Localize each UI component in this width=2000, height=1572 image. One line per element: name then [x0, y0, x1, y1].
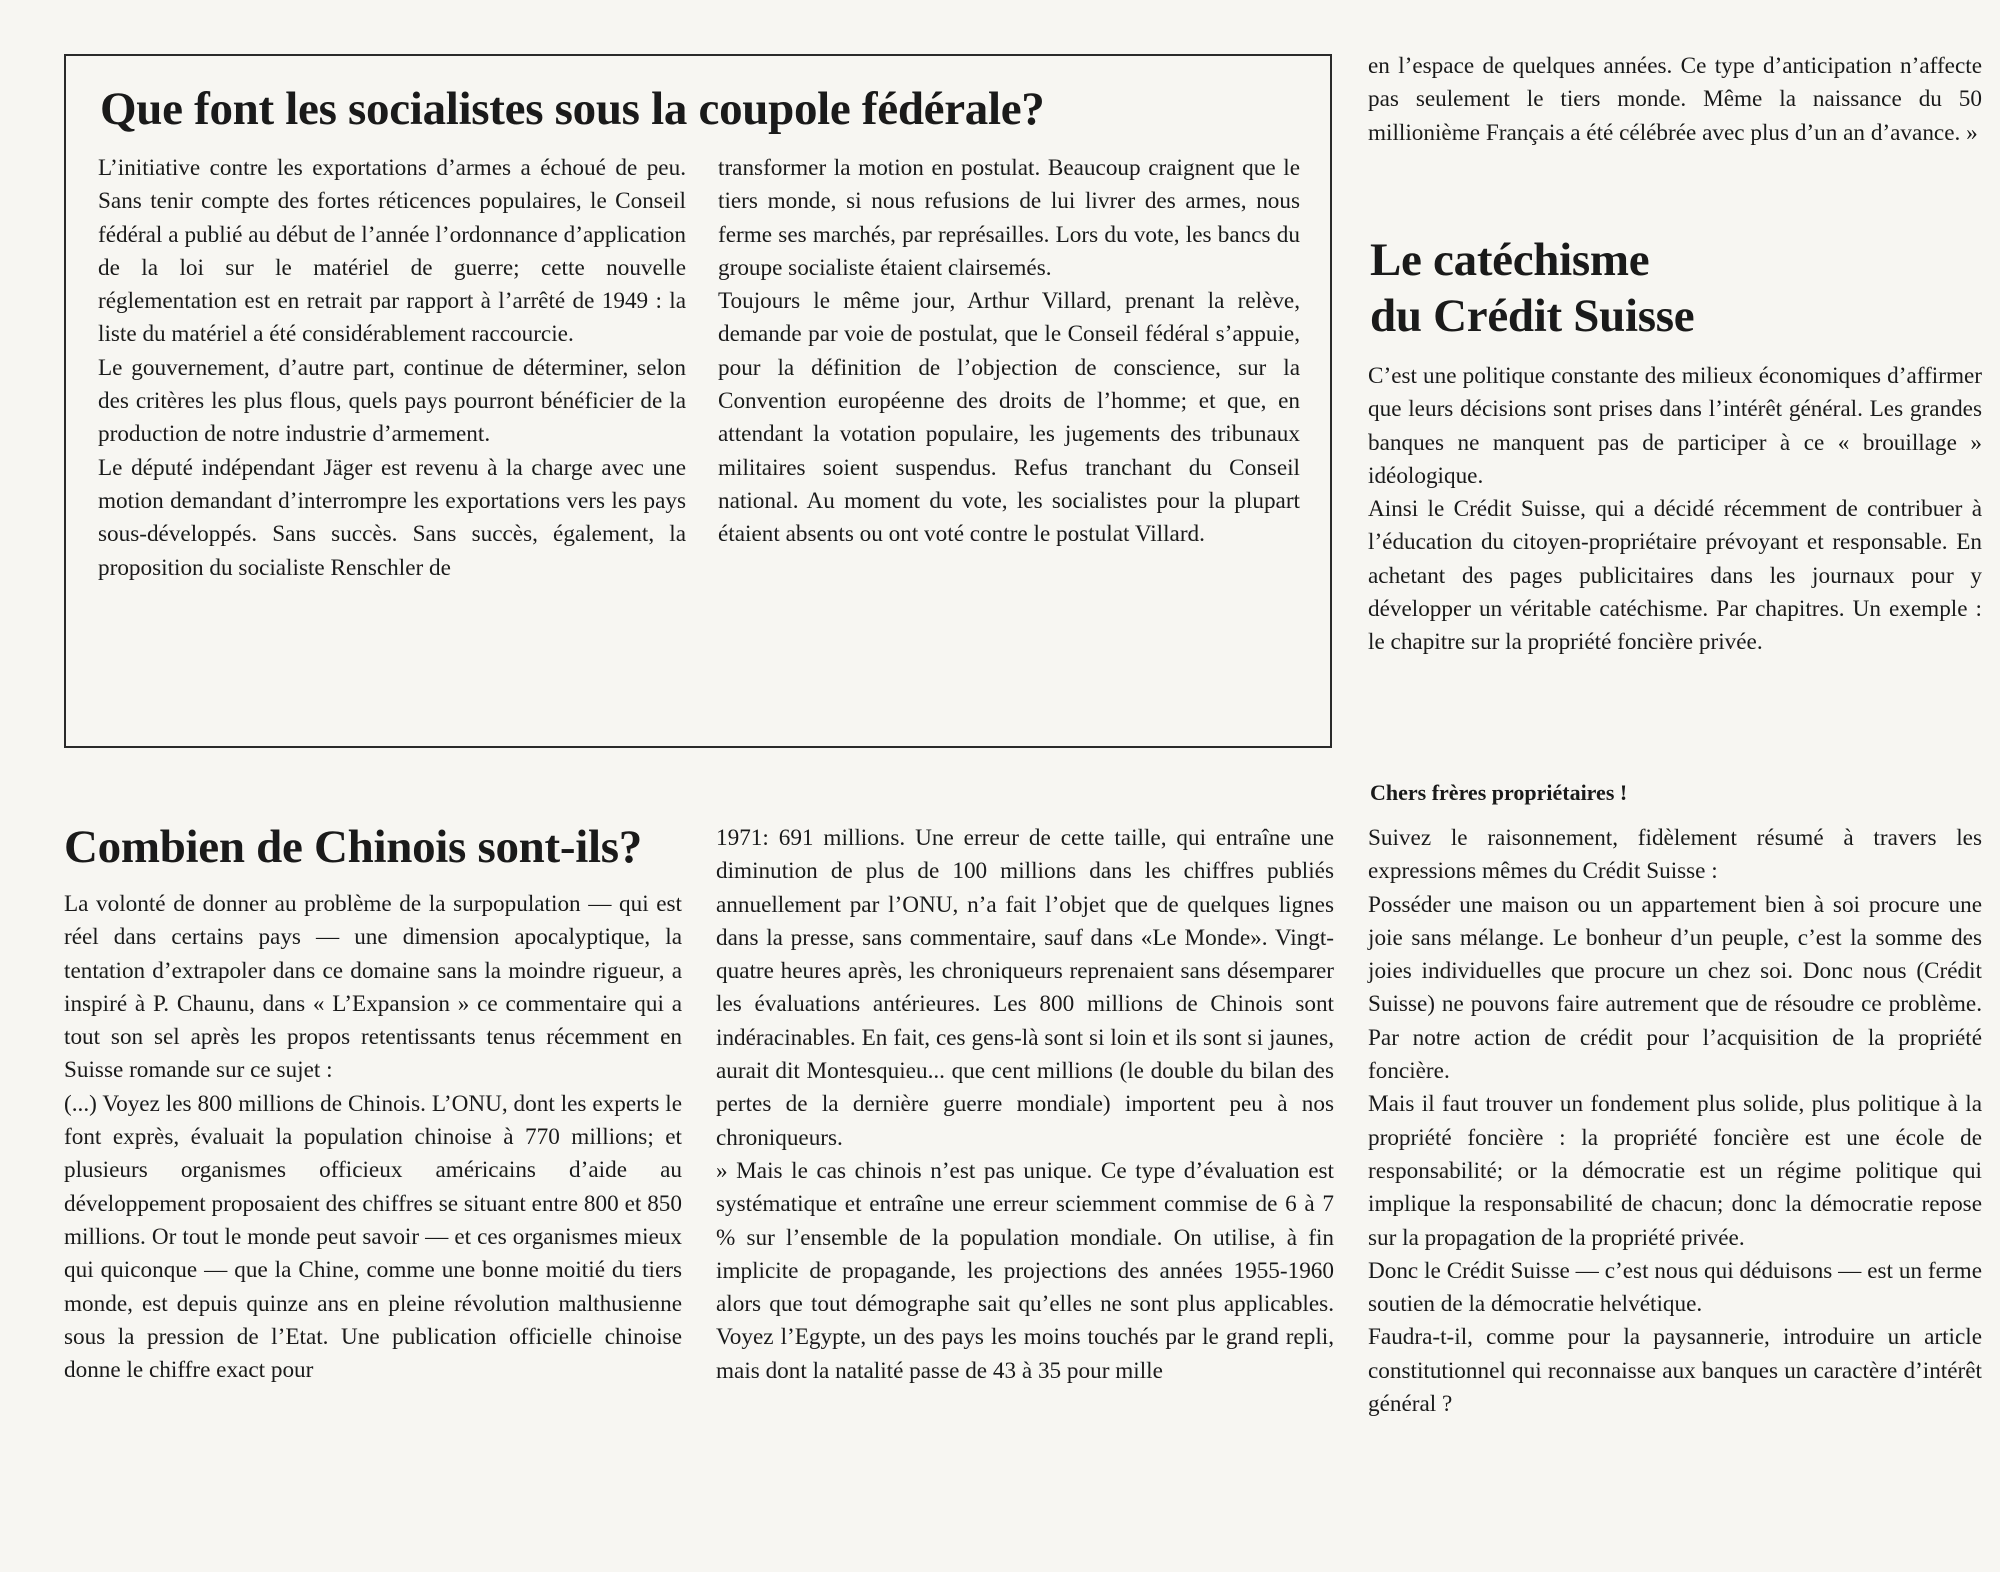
paragraph: La volonté de donner au problème de la surpopulation — qui est réel dans certains pays — une dimension apocalyptique, la tentation d’extrapoler dans ce domaine sans la moindre rigueur, a inspiré à P. Chaunu, dans « L’Expansion » ce commentaire qui a tout son sel après les propos retentissants tenus récemment en Suisse romande sur ce sujet : — [64, 891, 682, 1084]
article-column-1 — [98, 152, 686, 585]
paragraph: Mais il faut trouver un fondement plus solide, plus politique à la propriété foncière : la propriété foncière est une école de responsabilité; or la démocratie est un régime politique qui implique la responsabilité de chacun; donc la démocratie repose sur la propagation de la propriété privée. — [1368, 1091, 1982, 1251]
article-column-2 — [1368, 822, 1982, 1421]
title-line-1: Le catéchisme — [1370, 234, 1650, 286]
paragraph: transformer la motion en postulat. Beaucoup craignent que le tiers monde, si nous refusions de lui livrer des armes, nous ferme ses marchés, par représailles. Lors du vote, les bancs du groupe socialiste étaient clairsemés. — [718, 155, 1300, 281]
paragraph: Suivez le raisonnement, fidèlement résumé à travers les expressions mêmes du Crédit Suisse : — [1368, 825, 1982, 885]
paragraph: C’est une politique constante des milieux économiques d’affirmer que leurs décisions sont prises dans l’intérêt général. Les grandes banques ne manquent pas de participer à ce « brouillage » idéologique. — [1368, 363, 1982, 489]
article-title: Que font les socialistes sous la coupole fédérale? — [100, 83, 1045, 135]
article-title — [1370, 232, 1694, 344]
article-socialistes-box — [64, 54, 1332, 748]
paragraph: (...) Voyez les 800 millions de Chinois. L’ONU, dont les experts le font exprès, évaluait la population chinoise à 770 millions; et plusieurs organismes officieux américains d’aide au développement proposaient des chiffres se situant entre 800 et 850 millions. Or tout le monde peut savoir — et ces organismes mieux qui quiconque — que la Chine, comme une bonne moitié du tiers monde, est depuis quinze ans en pleine révolution malthusienne sous la pression de l’Etat. Une publication officielle chinoise donne le chiffre exact pour — [64, 1090, 682, 1384]
paragraph: » Mais le cas chinois n’est pas unique. Ce type d’évaluation est systématique et entraîne une erreur sciemment commise de 6 à 7 % sur l’ensemble de la population mondiale. On utilise, à fin implicite de propagande, les projections des années 1955-1960 alors que tout démographe sait qu’elles ne sont plus applicables. Voyez l’Egypte, un des pays les moins touchés par le grand repli, mais dont la natalité passe de 43 à 35 pour mille — [716, 1157, 1334, 1384]
paragraph: Le gouvernement, d’autre part, continue de déterminer, selon des critères les plus flous, quels pays pourront bénéficier de la production de notre industrie d’armement. — [98, 354, 686, 448]
paragraph: Ainsi le Crédit Suisse, qui a décidé récemment de contribuer à l’éducation du citoyen-propriétaire prévoyant et responsable. En achetant des pages publicitaires dans les journaux pour y développer un véritable catéchisme. Par chapitres. Un exemple : le chapitre sur la propriété foncière privée. — [1368, 496, 1982, 656]
article-column-2 — [716, 822, 1334, 1388]
paragraph: L’initiative contre les exportations d’armes a échoué de peu. Sans tenir compte des fortes réticences populaires, le Conseil fédéral a publié au début de l’année l’ordonnance d’application de la loi sur le matériel de guerre; cette nouvelle réglementation est en retrait par rapport à l’arrêté de 1949 : la liste du matériel a été considérablement raccourcie. — [98, 155, 686, 348]
article-column-1 — [64, 888, 682, 1387]
paragraph: 1971: 691 millions. Une erreur de cette taille, qui entraîne une diminution de plus de 100 millions dans les chiffres publiés annuellement par l’ONU, n’a fait l’objet que de quelques lignes dans la presse, sans commentaire, sauf dans «Le Monde». Vingt-quatre heures après, les chroniqueurs reprenaient sans désemparer les évaluations antérieures. Les 800 millions de Chinois sont indéracinables. En fait, ces gens-là sont si loin et ils sont si jaunes, aurait dit Montesquieu... que cent millions (le double du bilan des pertes de la dernière guerre mondiale) importent peu à nos chroniqueurs. — [716, 825, 1334, 1151]
title-line-2: du Crédit Suisse — [1370, 290, 1695, 342]
paragraph: Donc le Crédit Suisse — c’est nous qui déduisons — est un ferme soutien de la démocratie helvétique. — [1368, 1257, 1982, 1318]
paragraph: Le député indépendant Jäger est revenu à la charge avec une motion demandant d’interrompre les exportations vers les pays sous-développés. Sans succès. Sans succès, également, la proposition du socialiste Renschler de — [98, 454, 686, 581]
article-title: Combien de Chinois sont-ils? — [64, 821, 642, 873]
paragraph: Faudra-t-il, comme pour la paysannerie, introduire un article constitutionnel qui reconnaisse aux banques un caractère d’intérêt général ? — [1368, 1324, 1982, 1418]
paragraph: en l’espace de quelques années. Ce type d’anticipation n’affecte pas seulement le tiers monde. Même la naissance du 50 millionième Français a été célébrée avec plus d’un an d’avance. » — [1368, 53, 1982, 146]
article-column-1 — [1368, 360, 1982, 660]
article-column-2 — [718, 152, 1300, 552]
article-chinois-continued — [1368, 50, 1982, 150]
subheading: Chers frères propriétaires ! — [1370, 780, 1628, 805]
paragraph: Toujours le même jour, Arthur Villard, prenant la relève, demande par voie de postulat, que le Conseil fédéral s’appuie, pour la définition de l’objection de conscience, sur la Convention européenne des droits de l’homme; et que, en attendant la votation populaire, les jugements des tribunaux militaires soient suspendus. Refus tranchant du Conseil national. Au moment du vote, les socialistes pour la plupart étaient absents ou ont voté contre le postulat Villard. — [718, 288, 1300, 548]
paragraph: Posséder une maison ou un appartement bien à soi procure une joie sans mélange. Le bonheur d’un peuple, c’est la somme des joies individuelles que procure un chez soi. Donc nous (Crédit Suisse) ne pouvons faire autrement que de résoudre ce problème. Par notre action de crédit pour l’acquisition de la propriété foncière. — [1368, 891, 1982, 1085]
